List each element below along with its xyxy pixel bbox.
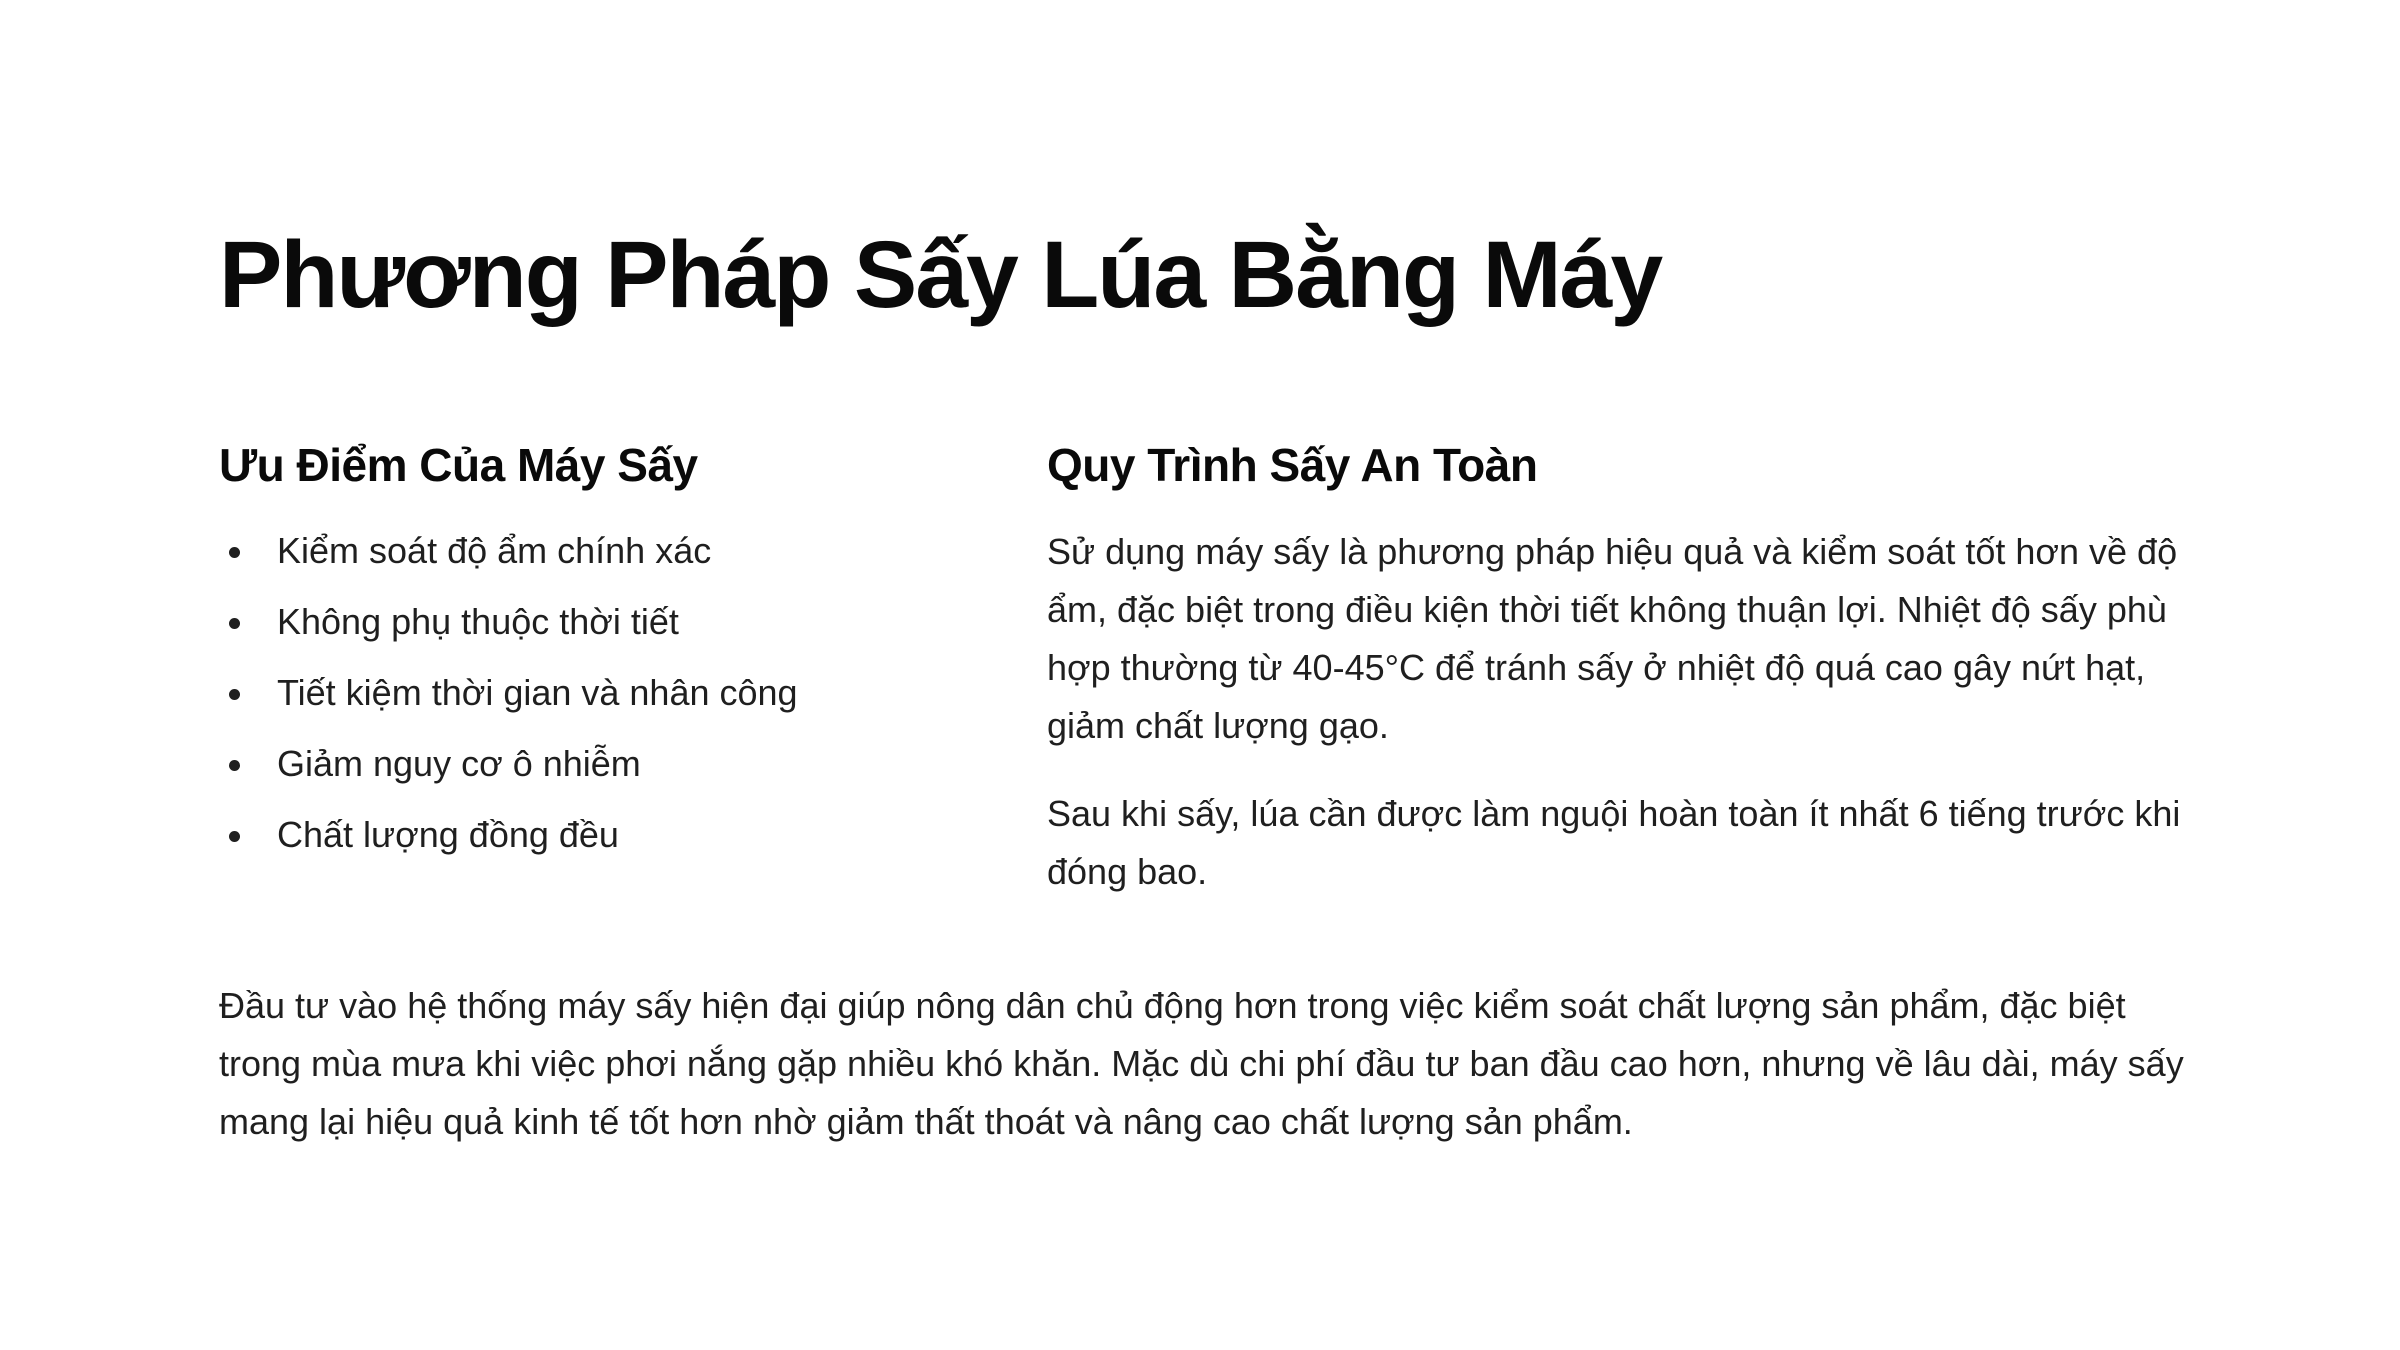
list-item (219, 807, 1047, 863)
list-item-text: Chất lượng đồng đều (277, 814, 619, 855)
process-paragraph: Sử dụng máy sấy là phương pháp hiệu quả và kiểm soát tốt hơn về độ ẩm, đặc biệt trong điều kiện thời tiết không thuận lợi. Nhiệt độ sấy phù hợp thường từ 40-45°C để tránh sấy ở nhiệt độ quá cao gây nứt hạt, giảm chất lượng gạo. (1047, 531, 2178, 746)
bullet-icon (229, 618, 240, 629)
bullet-icon (229, 831, 240, 842)
advantages-column (219, 435, 1047, 901)
slide (219, 210, 2199, 1151)
list-item (219, 665, 1047, 721)
bullet-icon (229, 760, 240, 771)
content-columns (219, 435, 2199, 901)
list-item-text: Kiểm soát độ ẩm chính xác (277, 530, 712, 571)
process-heading: Quy Trình Sấy An Toàn (1047, 439, 1538, 491)
list-item-text: Giảm nguy cơ ô nhiễm (277, 743, 641, 784)
list-item (219, 523, 1047, 579)
slide-title: Phương Pháp Sấy Lúa Bằng Máy (219, 222, 1662, 328)
bullet-icon (229, 547, 240, 558)
summary-paragraph: Đầu tư vào hệ thống máy sấy hiện đại giúp nông dân chủ động hơn trong việc kiểm soát chất lượng sản phẩm, đặc biệt trong mùa mưa khi việc phơi nắng gặp nhiều khó khăn. Mặc dù chi phí đầu tư ban đầu cao hơn, nhưng về lâu dài, máy sấy mang lại hiệu quả kinh tế tốt hơn nhờ giảm thất thoát và nâng cao chất lượng sản phẩm. (219, 985, 2184, 1142)
list-item-text: Tiết kiệm thời gian và nhân công (277, 672, 798, 713)
list-item-text: Không phụ thuộc thời tiết (277, 601, 679, 642)
bullet-icon (229, 689, 240, 700)
list-item (219, 594, 1047, 650)
list-item (219, 736, 1047, 792)
process-column (1047, 435, 2197, 901)
advantages-list (219, 523, 1047, 863)
advantages-heading: Ưu Điểm Của Máy Sấy (219, 439, 698, 491)
process-paragraph: Sau khi sấy, lúa cần được làm nguội hoàn toàn ít nhất 6 tiếng trước khi đóng bao. (1047, 793, 2181, 892)
